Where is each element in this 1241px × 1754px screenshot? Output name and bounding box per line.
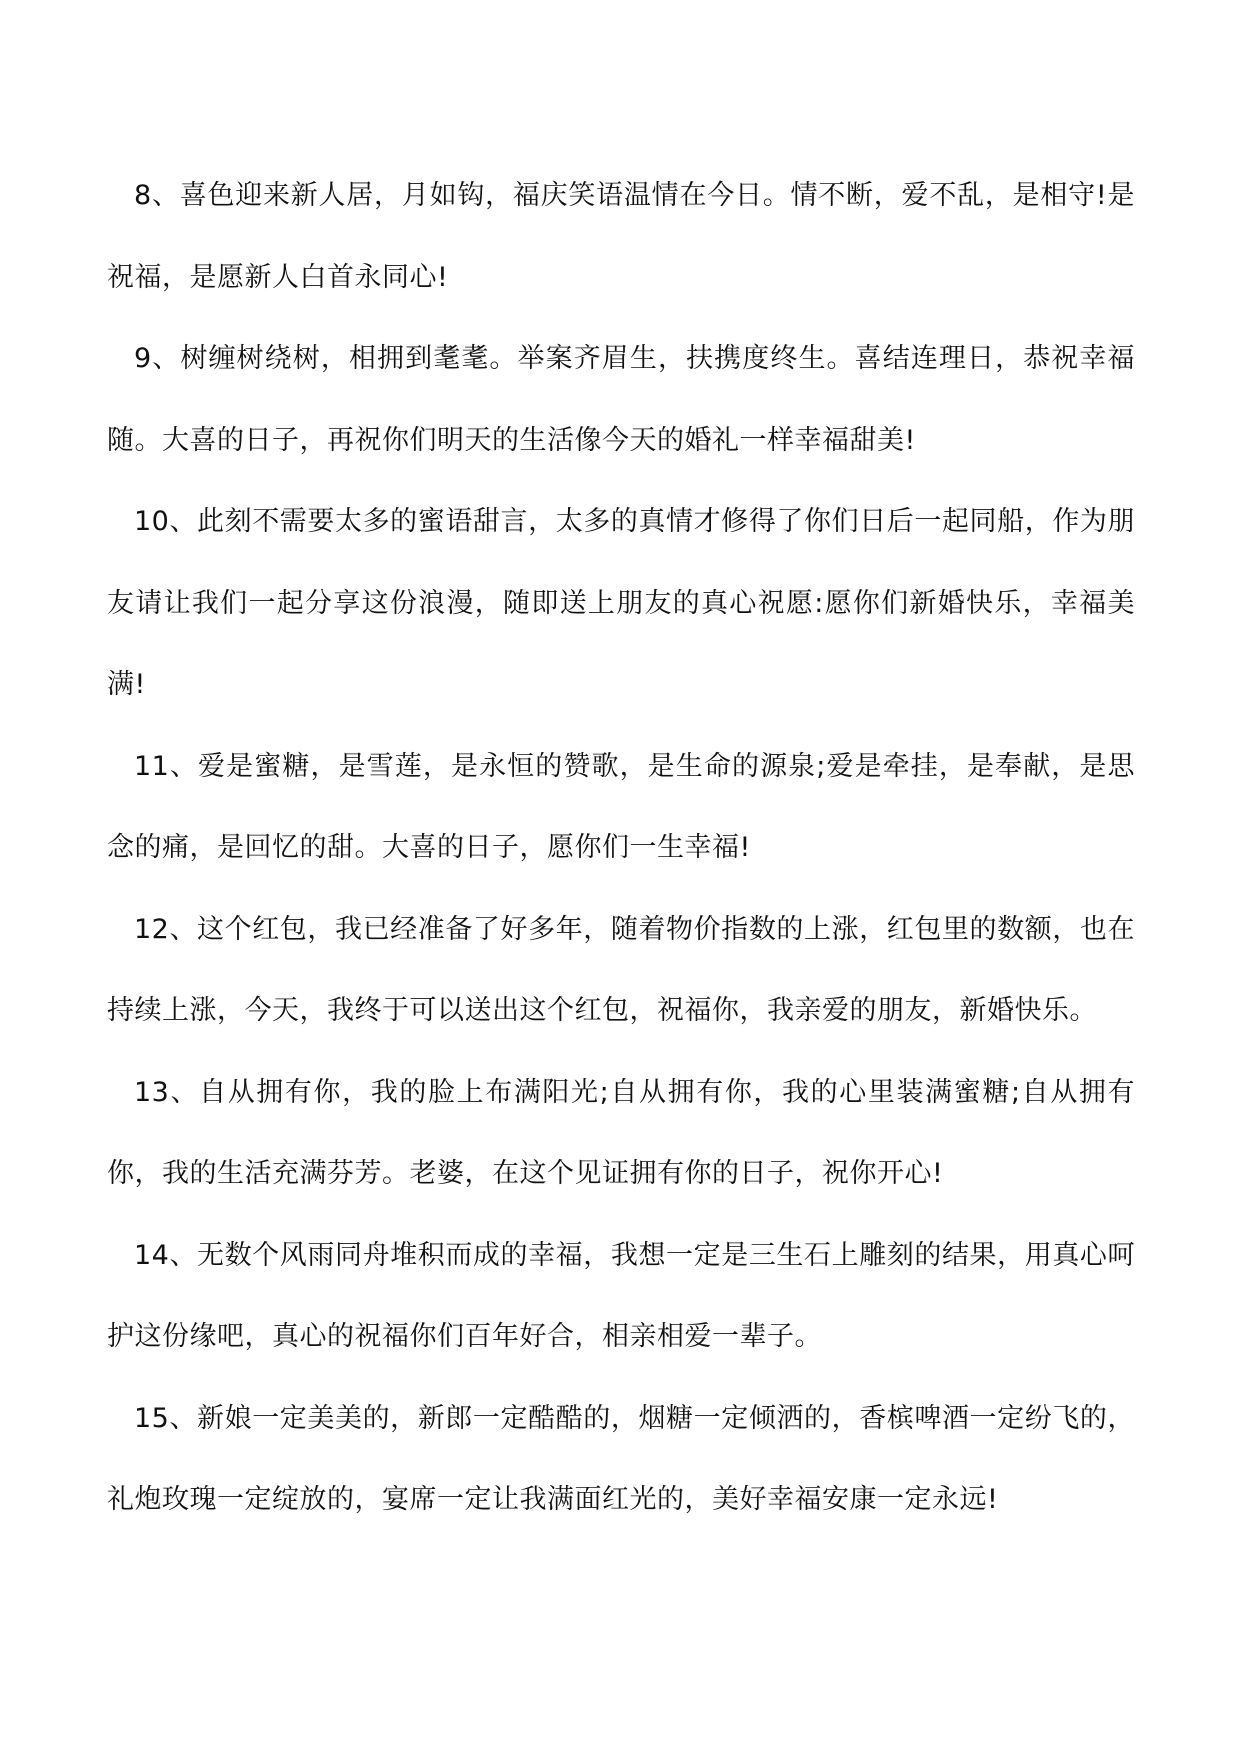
paragraph-11: 11、爱是蜜糖，是雪莲，是永恒的赞歌，是生命的源泉;爱是牵挂，是奉献，是思念的痛，是回忆的甜。大喜的日子，愿你们一生幸福! xyxy=(107,750,1135,863)
paragraph-15: 15、新娘一定美美的，新郎一定酷酷的，烟糖一定倾洒的，香槟啤酒一定纷飞的，礼炮玫瑰一定绽放的，宴席一定让我满面红光的，美好幸福安康一定永远! xyxy=(107,1402,1135,1515)
paragraph-13: 13、自从拥有你，我的脸上布满阳光;自从拥有你，我的心里装满蜜糖;自从拥有你，我的生活充满芬芳。老婆，在这个见证拥有你的日子，祝你开心! xyxy=(107,1076,1135,1189)
document-body xyxy=(107,155,1135,1541)
paragraph-9: 9、树缠树绕树，相拥到耄耄。举案齐眉生，扶携度终生。喜结连理日，恭祝幸福随。大喜的日子，再祝你们明天的生活像今天的婚礼一样幸福甜美! xyxy=(107,343,1135,456)
paragraph-10: 10、此刻不需要太多的蜜语甜言，太多的真情才修得了你们日后一起同船，作为朋友请让我们一起分享这份浪漫，随即送上朋友的真心祝愿:愿你们新婚快乐，幸福美满! xyxy=(107,506,1135,700)
paragraph-12: 12、这个红包，我已经准备了好多年，随着物价指数的上涨，红包里的数额，也在持续上涨，今天，我终于可以送出这个红包，祝福你，我亲爱的朋友，新婚快乐。 xyxy=(107,913,1135,1026)
paragraph-8: 8、喜色迎来新人居，月如钩，福庆笑语温情在今日。情不断，爱不乱，是相守!是祝福，是愿新人白首永同心! xyxy=(107,180,1135,293)
paragraph-14: 14、无数个风雨同舟堆积而成的幸福，我想一定是三生石上雕刻的结果，用真心呵护这份缘吧，真心的祝福你们百年好合，相亲相爱一辈子。 xyxy=(107,1239,1135,1352)
